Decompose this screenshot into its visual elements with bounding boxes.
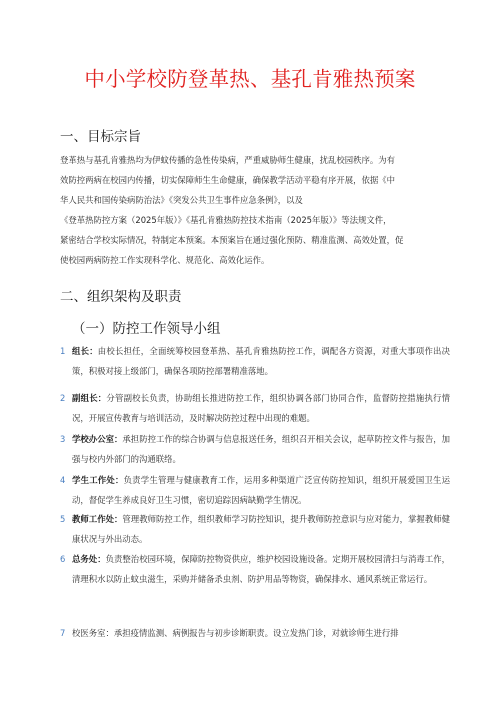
section-heading-organization: 二、组织架构及职责 [60,289,182,305]
list-item-text: 由校长担任，全面统筹校园登革热、基孔肯雅热防控工作，调配各方资源，对重大事项作出决策，积极对接上级部门，确保各项防控部署精准落地。 [72,346,451,376]
list-item-role: 副组长： [72,393,107,403]
list-item-text: 管理教师防控工作，组织教师学习防控知识，提升教师防控意识与应对能力，掌握教师健康状况与外出动态。 [72,514,450,544]
list-item-role: 教师工作处： [72,514,123,524]
list-item-number: 5 [60,514,66,524]
document-title: 中小学校防登革热、基孔肯雅热预案 [84,67,416,91]
goals-line-4: 《登革热防控方案（2025年版）》《基孔肯雅热防控技术指南（2025年版）》等法规文件， [60,214,392,225]
list-item-role: 校医务室： [72,628,114,638]
list-item-role: 学生工作处： [72,475,124,485]
goals-line-6: 使校园两病防控工作实现科学化、规范化、高效化运作。 [60,254,270,265]
list-item-text: 负责整治校园环境，保障防控物资供应，维护校园设施设备。定期开展校园清扫与消毒工作，清理积水以防止蚊虫滋生，采购并储备杀虫剂、防护用品等物资，确保排水、通风系统正常运行。 [72,554,451,584]
subsection-heading-leadership: （一）防控工作领导小组 [72,321,221,337]
list-item-text: 承担疫情监测、病例报告与初步诊断职责。设立发热门诊，对就诊师生进行排 [113,628,399,638]
list-item-number: 7 [60,628,66,638]
list-item-role: 总务处： [72,554,106,564]
list-item-role: 学校办公室： [72,434,123,444]
list-item-number: 1 [60,346,66,356]
goals-line-5: 紧密结合学校实际情况，特制定本预案。本预案旨在通过强化预防、精准监测、高效处置，促 [60,234,404,245]
section-heading-goals: 一、目标宗旨 [60,129,141,145]
list-item-role: 组长： [72,346,98,356]
list-item-number: 4 [60,475,66,485]
list-item-text: 承担防控工作的综合协调与信息报送任务，组织召开相关会议，起草防控文件与报告，加强与校内外部门的沟通联络。 [72,434,450,464]
goals-line-3: 华人民共和国传染病防治法》《突发公共卫生事件应急条例》，以及 [60,194,303,205]
list-item-number: 2 [60,393,66,403]
list-item-number: 6 [60,554,66,564]
goals-paragraph [60,151,445,270]
goals-line-2: 效防控两病在校园内传播，切实保障师生生命健康，确保教学活动平稳有序开展，依据《中 [60,174,395,185]
goals-line-1: 登革热与基孔肯雅热均为伊蚊传播的急性传染病，严重威胁师生健康，扰乱校园秩序。为有 [60,155,395,165]
list-item-text: 负责学生管理与健康教育工作，运用多种渠道广泛宣传防控知识，组织开展爱国卫生运动，督促学生养成良好卫生习惯，密切追踪因病缺勤学生情况。 [72,475,450,505]
list-item-text: 分管副校长负责，协助组长推进防控工作，组织协调各部门协同合作，监督防控措施执行情况，开展宣传教育与培训活动，及时解决防控过程中出现的难题。 [72,393,451,423]
list-item-number: 3 [60,434,66,444]
